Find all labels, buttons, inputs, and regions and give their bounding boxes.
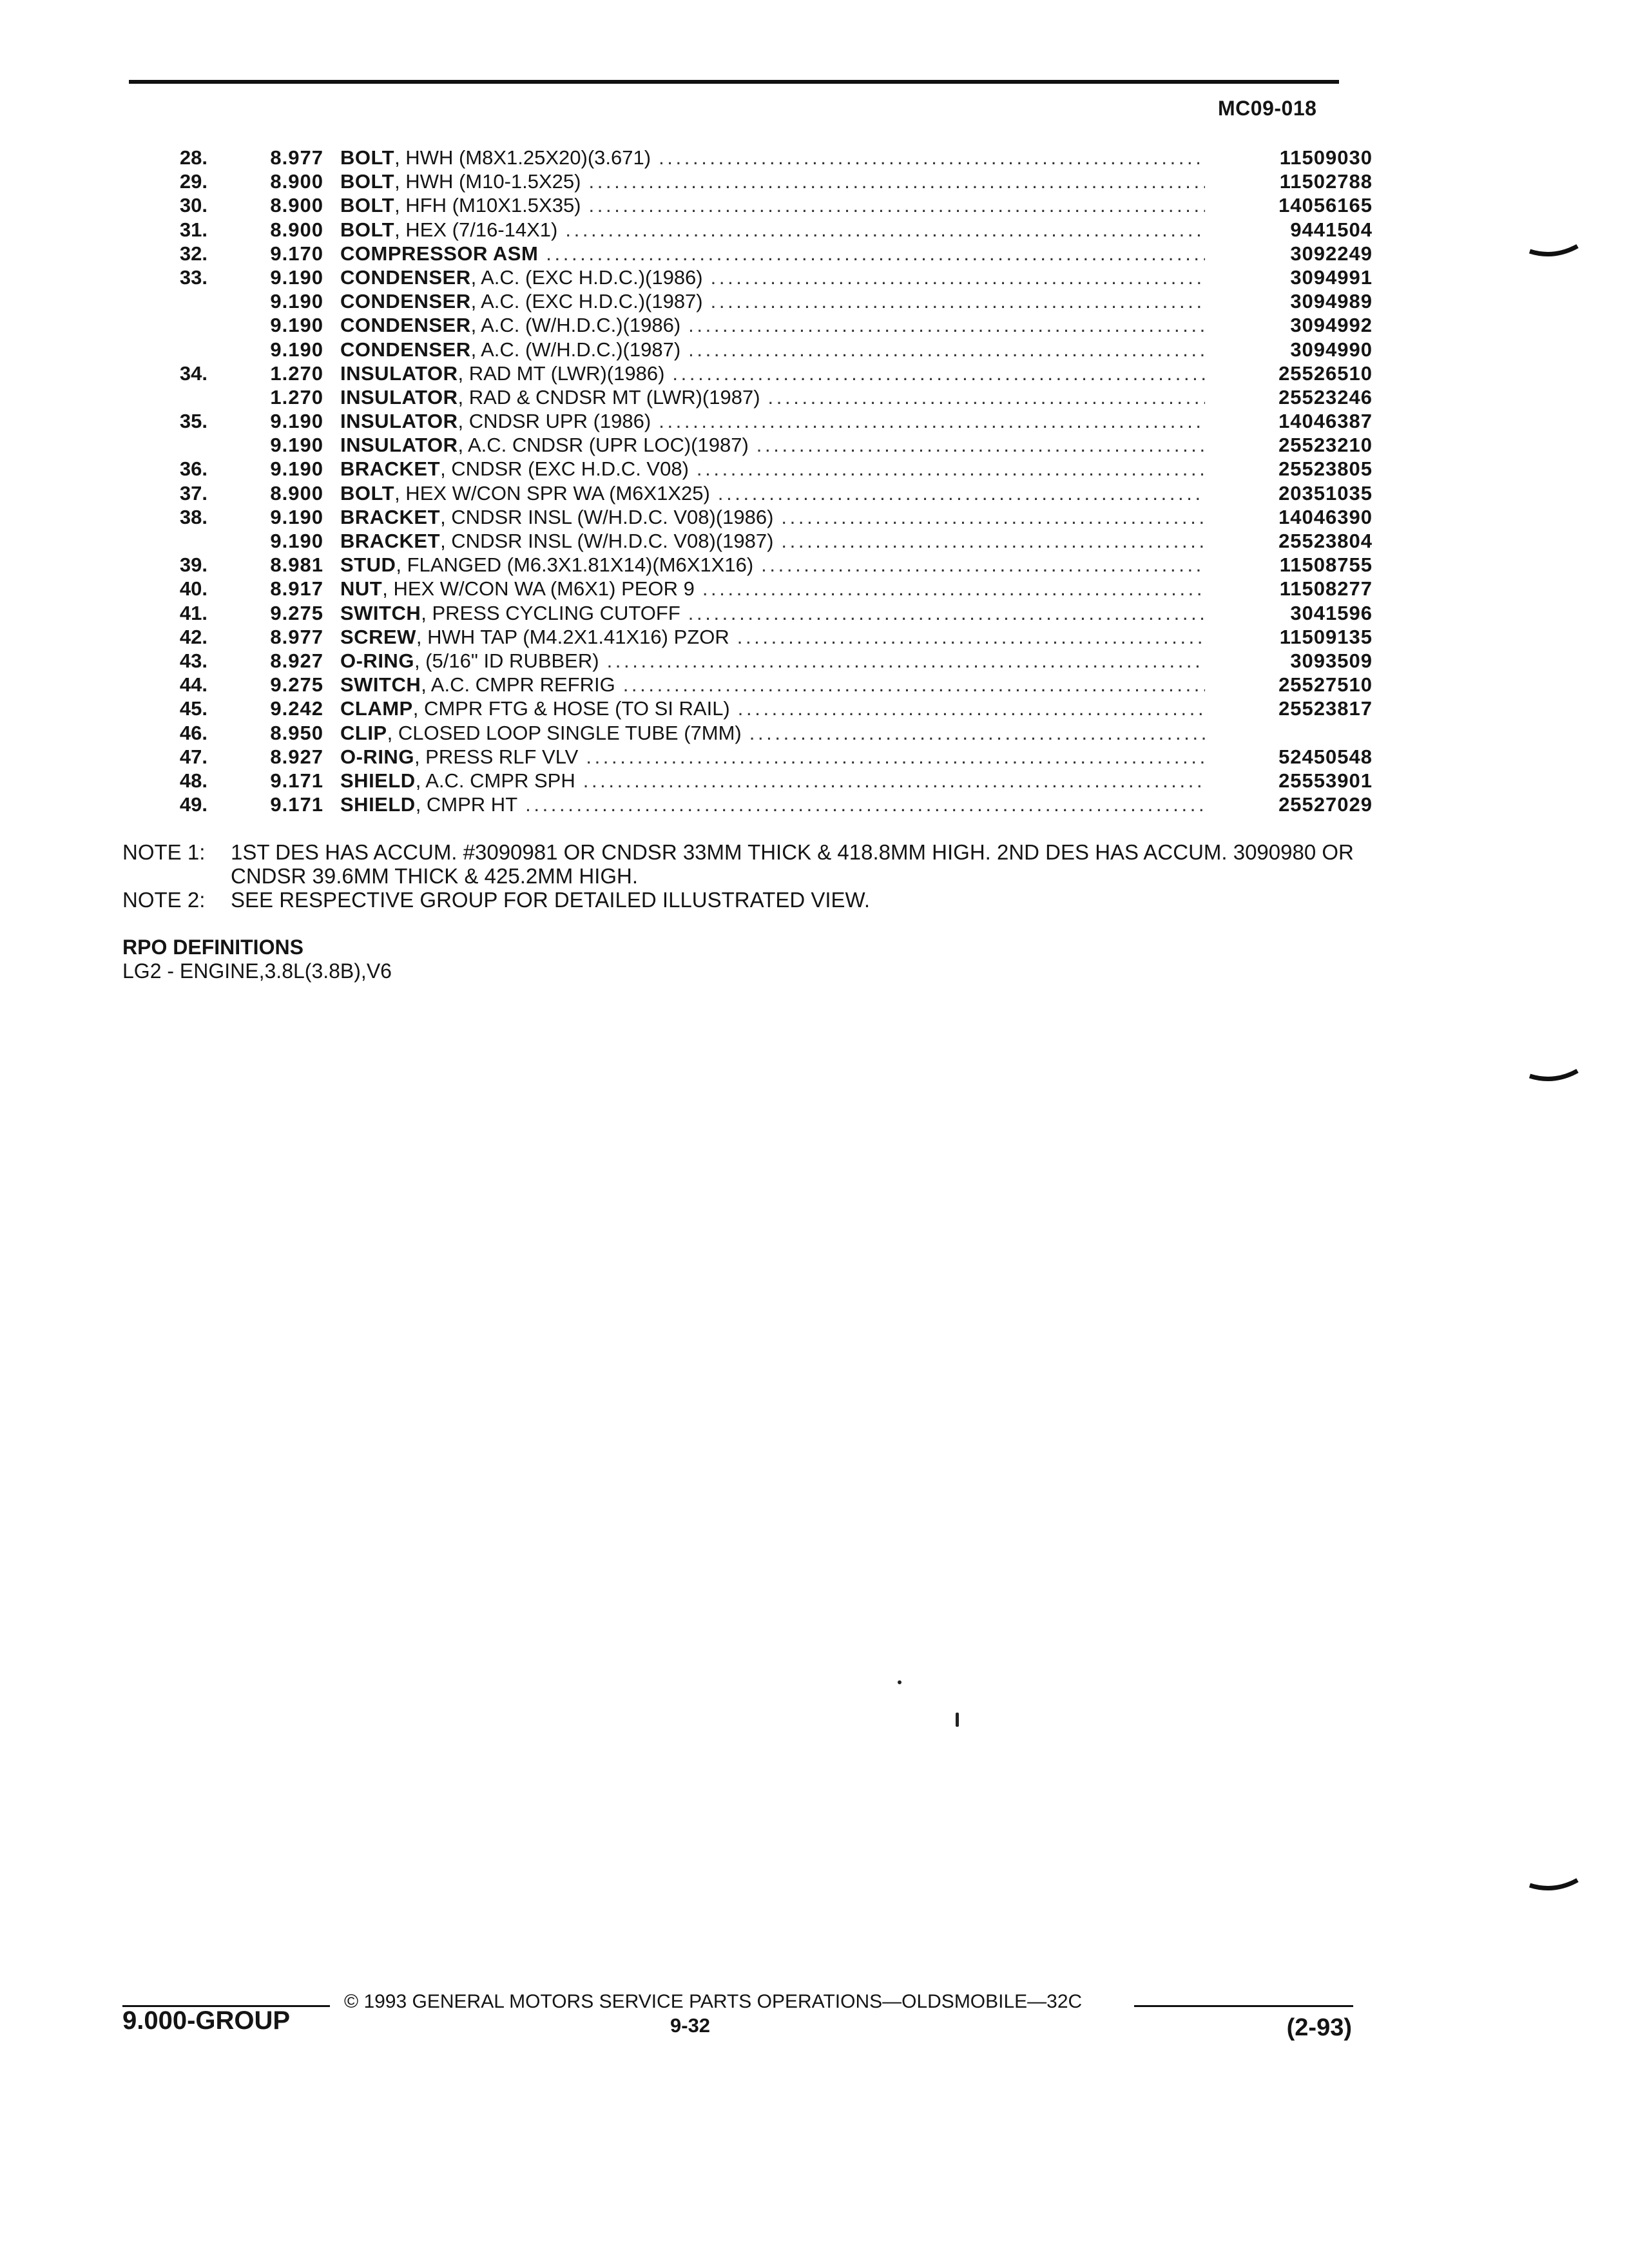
part-description [340, 625, 1205, 649]
ref-number: 40. [179, 577, 207, 601]
part-name: SHIELD [340, 793, 416, 816]
group-number: 9.190 [270, 290, 323, 313]
part-detail: , RAD MT (LWR)(1986) [458, 361, 665, 385]
part-name: COMPRESSOR ASM [340, 242, 539, 265]
group-number: 8.900 [270, 218, 323, 241]
part-detail: , A.C. CNDSR (UPR LOC)(1987) [458, 434, 749, 457]
parts-list [148, 146, 1373, 816]
table-row [148, 457, 1373, 481]
part-description [340, 313, 1205, 337]
dot-leader [773, 506, 1205, 528]
dot-leader [664, 362, 1205, 385]
part-description [340, 433, 1205, 457]
part-number: 11502788 [1279, 170, 1373, 193]
ref-number: 31. [179, 218, 207, 241]
table-row [148, 338, 1373, 361]
part-number: 25523210 [1278, 434, 1373, 457]
footer-rule-right [1134, 2005, 1353, 2007]
part-detail: , HFH (M10X1.5X35) [394, 194, 581, 217]
part-number: 11509135 [1279, 625, 1373, 648]
part-name: CLIP [340, 721, 387, 744]
part-number: 20351035 [1278, 481, 1373, 505]
part-name: INSULATOR [340, 361, 458, 385]
table-row [148, 553, 1373, 577]
group-number: 8.900 [270, 194, 323, 217]
part-detail: , CLOSED LOOP SINGLE TUBE (7MM) [387, 721, 742, 744]
dot-leader [581, 170, 1205, 193]
table-row [148, 481, 1373, 505]
part-detail: , CNDSR INSL (W/H.D.C. V08)(1986) [440, 505, 774, 528]
group-number: 8.927 [270, 649, 323, 672]
scan-speck [898, 1680, 901, 1684]
part-detail: , CNDSR INSL (W/H.D.C. V08)(1987) [440, 530, 774, 552]
rpo-title: RPO DEFINITIONS [122, 936, 304, 959]
part-name: SHIELD [340, 769, 416, 792]
dot-leader [703, 290, 1205, 312]
part-name: BRACKET [340, 530, 441, 552]
part-name: SCREW [340, 625, 416, 648]
part-detail: , CMPR HT [415, 793, 518, 816]
table-row [148, 793, 1373, 816]
table-row [148, 242, 1373, 265]
group-number: 8.950 [270, 721, 323, 744]
part-detail: , RAD & CNDSR MT (LWR)(1987) [458, 385, 760, 408]
part-detail: , FLANGED (M6.3X1.81X14)(M6X1X16) [396, 553, 754, 577]
part-number: 3093509 [1290, 649, 1373, 672]
part-detail: , HWH TAP (M4.2X1.41X16) PZOR [416, 625, 729, 648]
part-description [340, 481, 1205, 505]
rpo-item: LG2 - ENGINE,3.8L(3.8B),V6 [122, 959, 392, 983]
ref-number: 44. [179, 673, 207, 697]
dot-leader [557, 218, 1205, 241]
footer-group: 9.000-GROUP [122, 2006, 291, 2035]
table-row [148, 146, 1373, 169]
ref-number: 45. [179, 697, 207, 720]
part-number: 25527029 [1278, 793, 1373, 816]
part-name: CONDENSER [340, 314, 471, 337]
part-description [340, 338, 1205, 361]
note-label: NOTE 1: [122, 840, 206, 864]
group-number: 9.190 [270, 314, 323, 337]
part-description [340, 505, 1205, 529]
part-description [340, 457, 1205, 481]
part-name: O-RING [340, 649, 414, 672]
part-detail: , CNDSR UPR (1986) [458, 410, 651, 433]
part-number: 3094990 [1290, 338, 1373, 361]
table-row [148, 769, 1373, 793]
part-description [340, 242, 1205, 265]
part-name: CONDENSER [340, 265, 471, 289]
part-name: INSULATOR [340, 434, 458, 457]
ref-number: 41. [179, 601, 207, 624]
ref-number: 33. [179, 265, 207, 289]
part-number: 25523246 [1278, 385, 1373, 408]
part-detail: , HEX (7/16-14X1) [394, 218, 558, 241]
part-description [340, 673, 1205, 697]
note-text: 1ST DES HAS ACCUM. #3090981 OR CNDSR 33MM THICK & 418.8MM HIGH. 2ND DES HAS ACCUM. 3090980 OR CNDSR 39.6MM THICK & 425.2MM HIGH. [231, 840, 1354, 888]
part-name: BOLT [340, 146, 395, 169]
page-code: MC09-018 [1218, 97, 1317, 120]
part-number: 3092249 [1290, 242, 1373, 265]
table-row [148, 409, 1373, 433]
part-name: BRACKET [340, 505, 441, 528]
dot-leader [517, 793, 1205, 816]
dot-leader [651, 410, 1205, 432]
part-description [340, 529, 1205, 553]
group-number: 8.900 [270, 170, 323, 193]
table-row [148, 697, 1373, 720]
part-name: STUD [340, 553, 396, 577]
ref-number: 47. [179, 745, 207, 768]
ref-number: 37. [179, 481, 207, 505]
part-number: 25523817 [1278, 697, 1373, 720]
dot-leader [760, 386, 1205, 408]
dot-leader [599, 649, 1205, 672]
group-number: 9.190 [270, 410, 323, 433]
part-number: 11508755 [1279, 553, 1373, 577]
part-number: 14046390 [1278, 505, 1373, 528]
table-row [148, 673, 1373, 697]
part-number: 11508277 [1279, 577, 1373, 601]
part-name: BOLT [340, 194, 395, 217]
dot-leader [695, 577, 1205, 600]
part-description [340, 289, 1205, 313]
ref-number: 46. [179, 721, 207, 744]
part-name: CONDENSER [340, 338, 471, 361]
ref-number: 29. [179, 170, 207, 193]
table-row [148, 601, 1373, 625]
part-detail: , HWH (M10-1.5X25) [394, 170, 581, 193]
dot-leader [578, 745, 1205, 768]
ref-number: 48. [179, 769, 207, 792]
ref-number: 39. [179, 553, 207, 577]
part-name: INSULATOR [340, 385, 458, 408]
part-detail: , CNDSR (EXC H.D.C. V08) [440, 457, 689, 481]
part-description [340, 793, 1205, 816]
dot-leader [729, 626, 1205, 648]
table-row [148, 529, 1373, 553]
part-description [340, 649, 1205, 673]
table-row [148, 505, 1373, 529]
part-description [340, 409, 1205, 433]
part-detail: , A.C. CMPR REFRIG [421, 673, 615, 697]
part-number: 14046387 [1278, 410, 1373, 433]
part-name: SWITCH [340, 673, 421, 697]
part-number: 3094992 [1290, 314, 1373, 337]
dot-leader [689, 457, 1205, 480]
part-number: 3041596 [1290, 601, 1373, 624]
part-detail: , A.C. (W/H.D.C.)(1987) [470, 338, 681, 361]
group-number: 9.190 [270, 434, 323, 457]
part-name: BOLT [340, 481, 395, 505]
dot-leader [773, 530, 1205, 552]
group-number: 8.900 [270, 481, 323, 505]
part-detail: , HEX W/CON SPR WA (M6X1X25) [394, 481, 710, 505]
table-row [148, 313, 1373, 337]
part-description [340, 193, 1205, 217]
table-row [148, 745, 1373, 769]
group-number: 9.190 [270, 457, 323, 481]
part-number: 14056165 [1278, 194, 1373, 217]
dot-leader [615, 673, 1205, 696]
part-description [340, 361, 1205, 385]
footer-page-number: 9-32 [670, 2014, 711, 2037]
part-description [340, 769, 1205, 793]
part-name: CLAMP [340, 697, 413, 720]
table-row [148, 649, 1373, 673]
part-description [340, 577, 1205, 601]
ref-number: 30. [179, 194, 207, 217]
group-number: 9.190 [270, 505, 323, 528]
dot-leader [680, 338, 1205, 361]
ref-number: 49. [179, 793, 207, 816]
dot-leader [680, 602, 1205, 624]
part-detail: , A.C. (EXC H.D.C.)(1987) [470, 290, 703, 313]
table-row [148, 625, 1373, 649]
dot-leader [703, 266, 1205, 289]
ref-number: 38. [179, 505, 207, 528]
part-detail: , A.C. (W/H.D.C.)(1986) [470, 314, 681, 337]
table-row [148, 169, 1373, 193]
part-number: 25526510 [1278, 361, 1373, 385]
binder-mark-icon [1528, 1874, 1580, 1899]
note-text: SEE RESPECTIVE GROUP FOR DETAILED ILLUSTRATED VIEW. [231, 888, 871, 912]
rpo-definitions [122, 936, 392, 983]
group-number: 1.270 [270, 385, 323, 408]
part-number: 25523805 [1278, 457, 1373, 481]
group-number: 8.977 [270, 146, 323, 169]
part-description [340, 745, 1205, 769]
group-number: 9.171 [270, 793, 323, 816]
note-label: NOTE 2: [122, 888, 206, 912]
part-number: 25553901 [1278, 769, 1373, 792]
part-description [340, 146, 1205, 169]
group-number: 9.171 [270, 769, 323, 792]
part-description [340, 385, 1205, 409]
part-number: 25527510 [1278, 673, 1373, 697]
part-name: CONDENSER [340, 290, 471, 313]
part-name: BOLT [340, 218, 395, 241]
part-description [340, 697, 1205, 720]
binder-mark-icon [1528, 1064, 1580, 1090]
part-description [340, 169, 1205, 193]
group-number: 9.242 [270, 697, 323, 720]
part-name: SWITCH [340, 601, 421, 624]
part-number: 3094989 [1290, 290, 1373, 313]
group-number: 1.270 [270, 361, 323, 385]
scan-speck [956, 1713, 959, 1727]
top-rule [129, 80, 1339, 84]
part-detail: , HWH (M8X1.25X20)(3.671) [394, 146, 651, 169]
group-number: 9.275 [270, 673, 323, 697]
page-footer [122, 1991, 1366, 2041]
part-name: O-RING [340, 745, 414, 768]
table-row [148, 289, 1373, 313]
table-row [148, 721, 1373, 745]
group-number: 8.981 [270, 553, 323, 577]
ref-number: 32. [179, 242, 207, 265]
binder-mark-icon [1528, 240, 1580, 265]
part-number: 3094991 [1290, 265, 1373, 289]
group-number: 8.977 [270, 625, 323, 648]
part-name: BRACKET [340, 457, 441, 481]
part-description [340, 553, 1205, 577]
group-number: 9.190 [270, 530, 323, 552]
group-number: 9.190 [270, 265, 323, 289]
note [122, 840, 1366, 888]
dot-leader [680, 314, 1205, 336]
part-detail: , A.C. CMPR SPH [415, 769, 575, 792]
part-detail: , PRESS CYCLING CUTOFF [421, 601, 680, 624]
table-row [148, 361, 1373, 385]
part-detail: , HEX W/CON WA (M6X1) PEOR 9 [382, 577, 695, 601]
part-name: BOLT [340, 170, 395, 193]
dot-leader [538, 242, 1205, 265]
ref-number: 36. [179, 457, 207, 481]
part-detail: , CMPR FTG & HOSE (TO SI RAIL) [412, 697, 730, 720]
table-row [148, 193, 1373, 217]
note [122, 888, 1366, 912]
dot-leader [749, 434, 1205, 456]
ref-number: 34. [179, 361, 207, 385]
footer-date: (2-93) [1286, 2014, 1352, 2041]
dot-leader [710, 482, 1205, 505]
part-description [340, 601, 1205, 625]
group-number: 9.170 [270, 242, 323, 265]
table-row [148, 433, 1373, 457]
table-row [148, 218, 1373, 242]
table-row [148, 577, 1373, 601]
part-detail: , PRESS RLF VLV [414, 745, 579, 768]
part-description [340, 265, 1205, 289]
dot-leader [581, 194, 1205, 216]
part-number: 25523804 [1278, 530, 1373, 552]
part-name: INSULATOR [340, 410, 458, 433]
part-detail: , (5/16" ID RUBBER) [414, 649, 599, 672]
part-description [340, 721, 1205, 745]
part-name: NUT [340, 577, 383, 601]
notes-section [122, 840, 1366, 912]
part-description [340, 218, 1205, 242]
part-number: 9441504 [1290, 218, 1373, 241]
dot-leader [753, 553, 1205, 576]
ref-number: 43. [179, 649, 207, 672]
ref-number: 35. [179, 410, 207, 433]
part-number: 11509030 [1279, 146, 1373, 169]
dot-leader [742, 722, 1205, 744]
table-row [148, 265, 1373, 289]
footer-copyright: © 1993 GENERAL MOTORS SERVICE PARTS OPERATIONS—OLDSMOBILE—32C [344, 1991, 1083, 2012]
ref-number: 28. [179, 146, 207, 169]
group-number: 8.927 [270, 745, 323, 768]
dot-leader [575, 769, 1205, 792]
group-number: 8.917 [270, 577, 323, 601]
dot-leader [651, 146, 1205, 169]
part-detail: , A.C. (EXC H.D.C.)(1986) [470, 265, 703, 289]
group-number: 9.190 [270, 338, 323, 361]
part-number: 52450548 [1278, 745, 1373, 768]
ref-number: 42. [179, 625, 207, 648]
table-row [148, 385, 1373, 409]
dot-leader [730, 697, 1205, 720]
group-number: 9.275 [270, 601, 323, 624]
